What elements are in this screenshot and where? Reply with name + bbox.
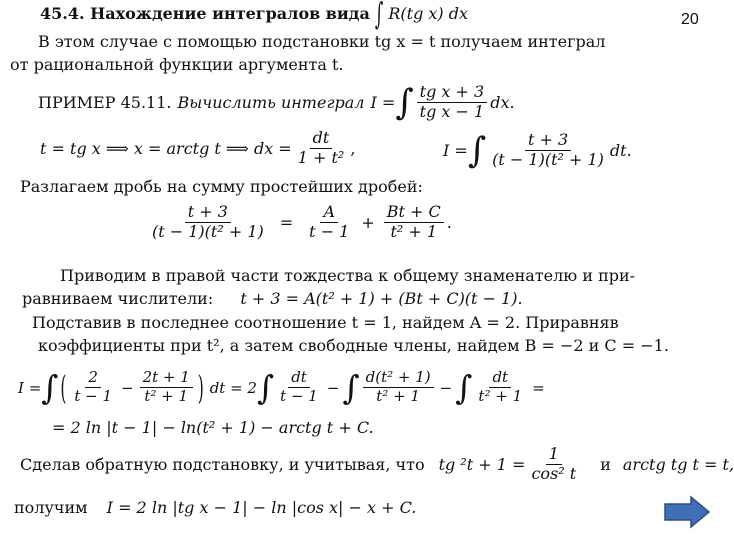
- equate-line-1: Приводим в правой части тождества к общему знаменателю и при-: [60, 266, 636, 285]
- minus-sign: −: [121, 378, 134, 397]
- result-line-1: [18, 368, 545, 407]
- final-text: получим: [14, 498, 88, 517]
- integral-sign: ∫: [395, 82, 414, 123]
- comma: ,: [350, 138, 356, 158]
- page-number: 20: [681, 11, 699, 28]
- I-fraction: [489, 132, 607, 169]
- fraction-denominator: 1 + t²: [297, 147, 345, 167]
- fraction-denominator: t² + 1: [478, 387, 523, 405]
- minus-sign: −: [326, 378, 340, 397]
- equate-formula: t + 3 = A(t² + 1) + (Bt + C)(t − 1).: [240, 289, 523, 308]
- fraction-denominator: t − 1: [74, 387, 113, 405]
- back-subst-text: Сделав обратную подстановку, и учитывая, что: [20, 454, 425, 474]
- tg-identity: tg ²t + 1 =: [438, 454, 526, 474]
- integral-sign: ∫: [256, 368, 275, 407]
- fraction-numerator: 1: [546, 446, 562, 465]
- final-formula: I = 2 ln |tg x − 1| − ln |cos x| − x + C.: [106, 498, 417, 517]
- plus-sign: +: [361, 212, 375, 232]
- fraction-numerator: dt: [489, 370, 511, 388]
- fraction-4: [363, 370, 434, 405]
- example-fraction: [417, 84, 488, 121]
- right-arrow-icon: [663, 495, 711, 529]
- minus-sign: −: [439, 378, 453, 397]
- right-paren: ): [197, 367, 204, 408]
- integral-sign: ∫: [41, 368, 59, 407]
- fraction-denominator: t² + 1: [144, 387, 189, 405]
- fraction-denominator: t − 1: [280, 387, 318, 405]
- equals-sign: =: [532, 378, 545, 397]
- example-statement: [38, 82, 515, 123]
- solve-line-1: Подставив в последнее соотношение t = 1, найдем A = 2. Приравняв: [32, 313, 619, 332]
- integral-sign: ∫: [374, 0, 384, 32]
- integral-sign: ∫: [455, 368, 473, 407]
- fraction-numerator: t + 3: [525, 132, 571, 151]
- example-label: ПРИМЕР 45.11.: [38, 93, 172, 112]
- integral-sign: ∫: [467, 130, 487, 171]
- fraction-numerator: Bt + C: [384, 204, 444, 223]
- fraction-denominator: (t − 1)(t² + 1): [492, 150, 604, 169]
- fraction-3: [277, 370, 321, 405]
- fraction-numerator: 2t + 1: [140, 370, 193, 388]
- decompose-text: Разлагаем дробь на сумму простейших дробей:: [20, 177, 423, 196]
- back-substitution-line: [20, 446, 734, 483]
- heading-integrand: R(tg x) dx: [388, 4, 469, 23]
- fraction-numerator: dt: [288, 370, 310, 388]
- heading-label: 45.4. Нахождение интегралов вида: [40, 4, 370, 23]
- integral-sign: ∫: [342, 368, 360, 407]
- intro-line-2: от рациональной функции аргумента t.: [10, 55, 344, 74]
- I-lhs: I =: [443, 141, 468, 160]
- fraction-2: [140, 370, 193, 405]
- and-word: и: [600, 454, 611, 474]
- dt-equals: dt = 2: [209, 378, 257, 397]
- substitution-chain: t = tg x ⟹ x = arctg t ⟹ dx =: [40, 138, 292, 158]
- fraction-numerator: t + 3: [185, 204, 231, 223]
- left-paren: (: [60, 367, 67, 408]
- decompose-formula: [146, 204, 452, 241]
- lhs-fraction: [149, 204, 267, 241]
- fraction-denominator: (t − 1)(t² + 1): [152, 221, 264, 241]
- arctg-identity: arctg tg t = t,: [622, 454, 734, 474]
- fraction-1: [71, 370, 115, 405]
- fraction-denominator: cos² t: [531, 463, 577, 483]
- intro-line-1: В этом случае с помощью подстановки tg x = t получаем интеграл: [38, 32, 606, 51]
- example-task: Вычислить интеграл: [177, 93, 365, 112]
- example-tail: dx.: [490, 93, 515, 112]
- fraction-numerator: 2: [85, 370, 101, 388]
- final-line: [14, 498, 416, 517]
- period: .: [446, 212, 452, 232]
- solve-line-2: коэффициенты при t², а затем свободные члены, найдем B = −2 и C = −1.: [38, 336, 669, 355]
- example-lhs: I =: [370, 93, 396, 112]
- fraction-denominator: t² + 1: [376, 387, 420, 405]
- integral-I: [443, 130, 632, 171]
- substitution-line: [40, 130, 355, 167]
- equate-line-2: [22, 289, 523, 308]
- fraction-numerator: d(t² + 1): [363, 370, 434, 388]
- fraction-denominator: t − 1: [309, 221, 350, 241]
- A-fraction: [306, 204, 352, 241]
- fraction-numerator: A: [320, 204, 338, 223]
- result-line-2: = 2 ln |t − 1| − ln(t² + 1) − arctg t + C.: [52, 418, 374, 437]
- dx-fraction: [295, 130, 348, 167]
- fraction-denominator: tg x − 1: [419, 102, 485, 121]
- I-tail: dt.: [609, 141, 632, 160]
- cos-fraction: [528, 446, 579, 483]
- equals-sign: =: [279, 212, 294, 232]
- equate-text: равниваем числители:: [22, 289, 214, 308]
- fraction-denominator: t² + 1: [390, 221, 438, 241]
- section-heading: [40, 0, 469, 32]
- fraction-numerator: dt: [310, 130, 333, 149]
- fraction-5: [475, 370, 525, 405]
- BC-fraction: [384, 204, 444, 241]
- next-slide-button[interactable]: [663, 495, 711, 529]
- I-lhs: I =: [18, 378, 42, 397]
- fraction-numerator: tg x + 3: [417, 84, 488, 103]
